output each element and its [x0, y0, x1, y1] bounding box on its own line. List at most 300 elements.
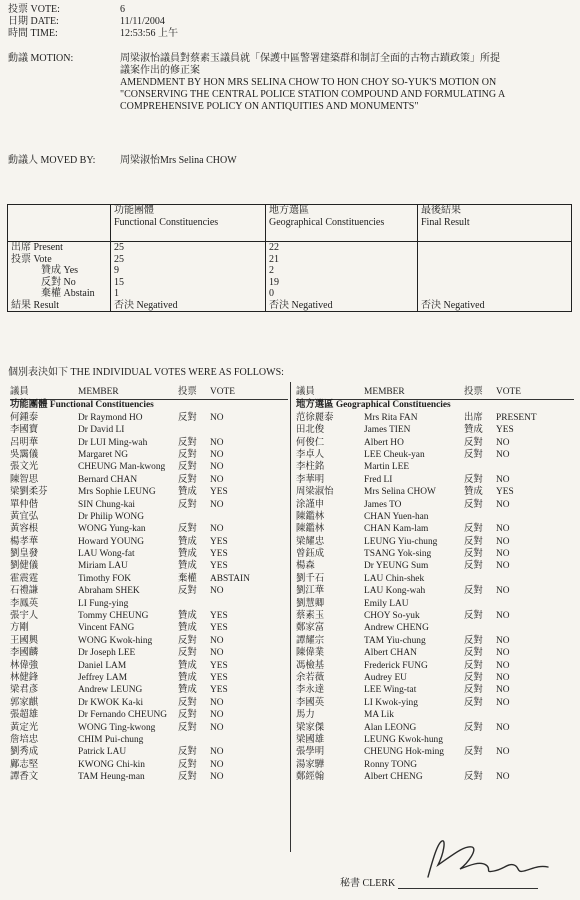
- vote-zh: 反對: [464, 648, 483, 659]
- vote-zh: 反對: [178, 449, 197, 460]
- member-name-zh: 張宇人: [10, 611, 39, 622]
- vote-en: NO: [210, 747, 224, 758]
- member-name-en: Jeffrey LAM: [78, 672, 128, 683]
- gc-member-row: [296, 623, 574, 635]
- vote-zh: 反對: [178, 697, 197, 708]
- fc-member-row: [10, 549, 288, 561]
- member-name-en: Dr LUI Ming-wah: [78, 437, 148, 448]
- fc-member-row: [10, 586, 288, 598]
- gc-member-row: [296, 760, 574, 772]
- member-name-en: Patrick LAU: [78, 747, 127, 758]
- motion-line: 議案作出的修正案: [120, 65, 200, 76]
- gc-values: [266, 242, 418, 312]
- member-name-zh: 黃定光: [10, 722, 39, 733]
- member-name-zh: 梁國雄: [296, 734, 325, 745]
- vote-zh: 反對: [178, 437, 197, 448]
- gc-member-row: [296, 636, 574, 648]
- row-label-abstain: 棄權 Abstain: [41, 288, 95, 299]
- gc-member-row: [296, 747, 574, 759]
- gc-member-row: [296, 524, 574, 536]
- vote-en: NO: [210, 722, 224, 733]
- vote-zh: 反對: [464, 561, 483, 572]
- member-name-zh: 涂謹申: [296, 499, 325, 510]
- vote-en: YES: [496, 487, 514, 498]
- fc-member-row: [10, 537, 288, 549]
- member-name-en: LEUNG Kwok-hung: [364, 734, 443, 745]
- fc-header-zh: 功能團體: [114, 205, 154, 216]
- final-result: 否決 Negatived: [421, 299, 485, 311]
- clerk-signature-line: [398, 888, 538, 889]
- vote-en: NO: [210, 697, 224, 708]
- vote-zh: 贊成: [178, 672, 197, 683]
- member-name-zh: 郭家麒: [10, 697, 39, 708]
- fc-member-row: [10, 574, 288, 586]
- vote-en: NO: [496, 722, 510, 733]
- member-name-en: Vincent FANG: [78, 623, 135, 634]
- header-member-zh: 議員: [296, 387, 315, 397]
- mover-value: 周梁淑怡Mrs Selina CHOW: [120, 155, 237, 166]
- member-name-zh: 何俊仁: [296, 437, 325, 448]
- member-name-en: LAU Wong-fat: [78, 549, 135, 560]
- member-name-en: Dr Raymond HO: [78, 412, 143, 423]
- vote-zh: 反對: [464, 449, 483, 460]
- member-name-zh: 詹培忠: [10, 734, 39, 745]
- member-name-zh: 林偉強: [10, 660, 39, 671]
- vote-en: NO: [210, 586, 224, 597]
- member-name-zh: 梁劉柔芬: [10, 487, 48, 498]
- vote-en: ABSTAIN: [210, 573, 250, 584]
- vote-en: NO: [210, 635, 224, 646]
- fc-yes: 9: [114, 265, 119, 276]
- member-name-zh: 石禮謙: [10, 586, 39, 597]
- member-name-zh: 黃宜弘: [10, 511, 39, 522]
- gc-member-row: [296, 462, 574, 474]
- member-name-en: Margaret NG: [78, 449, 129, 460]
- gc-member-row: [296, 512, 574, 524]
- gc-member-row: [296, 586, 574, 598]
- final-column-header: [418, 205, 572, 242]
- motion-text: [120, 53, 570, 113]
- fc-abstain: 1: [114, 288, 119, 299]
- member-name-en: Mrs Sophie LEUNG: [78, 487, 156, 498]
- vote-en: NO: [496, 635, 510, 646]
- member-name-en: Dr KWOK Ka-ki: [78, 697, 144, 708]
- fc-member-row: [10, 772, 288, 784]
- gc-abstain: 0: [269, 288, 274, 299]
- vote-en: NO: [210, 759, 224, 770]
- member-name-zh: 余若薇: [296, 672, 325, 683]
- gc-member-row: [296, 772, 574, 784]
- vote-en: NO: [496, 586, 510, 597]
- final-header-zh: 最後結果: [421, 205, 461, 216]
- vote-zh: 棄權: [178, 573, 197, 584]
- member-name-en: Frederick FUNG: [364, 660, 428, 671]
- member-name-en: MA Lik: [364, 710, 394, 721]
- member-name-en: Dr Joseph LEE: [78, 648, 136, 659]
- date-label: 日期 DATE:: [8, 16, 59, 27]
- vote-zh: 反對: [464, 549, 483, 560]
- member-name-en: Dr Fernando CHEUNG: [78, 710, 168, 721]
- vote-en: NO: [496, 474, 510, 485]
- member-name-en: Bernard CHAN: [78, 474, 138, 485]
- row-label-result: 結果 Result: [11, 299, 60, 311]
- fc-member-row: [10, 723, 288, 735]
- motion-line: "CONSERVING THE CENTRAL POLICE STATION COMPOUND AND FORMULATING A: [120, 89, 506, 100]
- fc-member-row: [10, 475, 288, 487]
- header-vote-zh: 投票: [464, 387, 483, 397]
- vote-zh: 贊成: [464, 487, 483, 498]
- vote-en: YES: [210, 685, 228, 696]
- member-name-zh: 張學明: [296, 747, 325, 758]
- vote-zh: 反對: [464, 660, 483, 671]
- member-name-zh: 李國麟: [10, 648, 39, 659]
- vote-zh: 出席: [464, 412, 483, 423]
- mover-label: 動議人 MOVED BY:: [8, 155, 96, 166]
- fc-member-row: [10, 599, 288, 611]
- header-member-zh: 議員: [10, 387, 29, 397]
- member-name-zh: 陳偉業: [296, 648, 325, 659]
- gc-no: 19: [269, 276, 279, 288]
- vote-zh: 反對: [464, 672, 483, 683]
- gc-member-row: [296, 710, 574, 722]
- member-name-en: Audrey EU: [364, 672, 407, 683]
- vote-zh: 反對: [464, 685, 483, 696]
- vote-en: NO: [210, 412, 224, 423]
- vote-zh: 反對: [178, 710, 197, 721]
- member-name-zh: 梁耀忠: [296, 536, 325, 547]
- member-name-en: Albert CHENG: [364, 772, 423, 783]
- vote-zh: 反對: [178, 462, 197, 473]
- member-name-zh: 李永達: [296, 685, 325, 696]
- vote-zh: 反對: [464, 772, 483, 783]
- fc-member-row: [10, 462, 288, 474]
- member-name-en: Mrs Rita FAN: [364, 412, 418, 423]
- vote-en: PRESENT: [496, 412, 537, 423]
- vote-zh: 反對: [178, 722, 197, 733]
- vote-zh: 反對: [178, 524, 197, 535]
- fc-header-en: Functional Constituencies: [114, 216, 219, 228]
- gc-present: 22: [269, 242, 279, 253]
- fc-member-row: [10, 611, 288, 623]
- vote-zh: 贊成: [178, 660, 197, 671]
- member-name-zh: 吳靄儀: [10, 449, 39, 460]
- member-name-en: CHEUNG Hok-ming: [364, 747, 444, 758]
- gc-member-row: [296, 549, 574, 561]
- gc-member-row: [296, 685, 574, 697]
- vote-zh: 反對: [178, 474, 197, 485]
- member-name-en: TAM Yiu-chung: [364, 635, 426, 646]
- member-name-zh: 呂明華: [10, 437, 39, 448]
- member-name-en: Miriam LAU: [78, 561, 128, 572]
- member-name-zh: 譚耀宗: [296, 635, 325, 646]
- member-name-zh: 李柱銘: [296, 462, 325, 473]
- member-name-en: CHAN Kam-lam: [364, 524, 429, 535]
- vote-en: NO: [210, 772, 224, 783]
- fc-vote-list: [10, 387, 288, 785]
- member-name-zh: 林健鋒: [10, 672, 39, 683]
- fc-member-row: [10, 685, 288, 697]
- vote-en: NO: [496, 437, 510, 448]
- member-name-en: Abraham SHEK: [78, 586, 140, 597]
- vote-zh: 贊成: [178, 549, 197, 560]
- fc-present: 25: [114, 242, 124, 253]
- member-name-en: LAU Kong-wah: [364, 586, 426, 597]
- gc-member-row: [296, 673, 574, 685]
- member-name-en: Tommy CHEUNG: [78, 611, 149, 622]
- member-name-zh: 湯家驊: [296, 759, 325, 770]
- member-name-en: WONG Ting-kwong: [78, 722, 156, 733]
- vote-zh: 贊成: [464, 425, 483, 436]
- member-name-en: CHEUNG Man-kwong: [78, 462, 166, 473]
- member-name-en: Dr Philip WONG: [78, 511, 144, 522]
- fc-member-row: [10, 450, 288, 462]
- vote-zh: 反對: [178, 747, 197, 758]
- vote-zh: 贊成: [178, 536, 197, 547]
- vote-en: NO: [210, 524, 224, 535]
- member-name-en: LEE Cheuk-yan: [364, 449, 425, 460]
- member-name-zh: 霍震霆: [10, 573, 39, 584]
- member-name-zh: 譚香文: [10, 772, 39, 783]
- member-name-en: CHOY So-yuk: [364, 611, 420, 622]
- member-name-en: LEUNG Yiu-chung: [364, 536, 438, 547]
- time-label: 時間 TIME:: [8, 28, 58, 39]
- vote-zh: 反對: [464, 524, 483, 535]
- clerk-signature: [420, 835, 570, 885]
- vote-zh: 反對: [178, 648, 197, 659]
- result-row-labels: [8, 242, 111, 312]
- vote-zh: 反對: [464, 722, 483, 733]
- fc-member-row: [10, 561, 288, 573]
- member-name-zh: 梁君彥: [10, 685, 39, 696]
- vote-en: YES: [210, 611, 228, 622]
- vote-en: NO: [496, 611, 510, 622]
- member-name-zh: 何鍾泰: [10, 412, 39, 423]
- member-name-en: James TIEN: [364, 425, 411, 436]
- member-name-en: James TO: [364, 499, 402, 510]
- member-name-zh: 劉皇發: [10, 549, 39, 560]
- gc-member-row: [296, 599, 574, 611]
- member-name-zh: 曾鈺成: [296, 549, 325, 560]
- vote-zh: 贊成: [178, 487, 197, 498]
- gc-vote-list: [296, 387, 574, 785]
- fc-member-row: [10, 438, 288, 450]
- vote-zh: 反對: [464, 437, 483, 448]
- member-name-en: CHIM Pui-chung: [78, 734, 144, 745]
- member-name-zh: 王國興: [10, 635, 39, 646]
- vote-label: 投票 VOTE:: [8, 4, 60, 15]
- vote-en: YES: [210, 561, 228, 572]
- time-value: 12:53:56 上午: [120, 28, 179, 39]
- vote-en: NO: [496, 747, 510, 758]
- member-name-en: Andrew LEUNG: [78, 685, 143, 696]
- member-name-zh: 李國寶: [10, 425, 39, 436]
- member-name-zh: 黃容根: [10, 524, 39, 535]
- member-name-zh: 蔡素玉: [296, 611, 325, 622]
- vote-zh: 反對: [178, 759, 197, 770]
- fc-member-row: [10, 698, 288, 710]
- member-name-en: Albert CHAN: [364, 648, 417, 659]
- vote-zh: 贊成: [178, 623, 197, 634]
- vote-en: YES: [210, 660, 228, 671]
- fc-vote: 25: [114, 253, 124, 265]
- vote-zh: 反對: [178, 772, 197, 783]
- final-header-en: Final Result: [421, 216, 470, 228]
- motion-line: COMPREHENSIVE POLICY ON ANTIQUITIES AND MONUMENTS": [120, 101, 419, 112]
- member-name-en: Dr David LI: [78, 425, 125, 436]
- vote-zh: 反對: [464, 697, 483, 708]
- member-name-en: Martin LEE: [364, 462, 410, 473]
- fc-member-row: [10, 747, 288, 759]
- vote-en: YES: [210, 549, 228, 560]
- gc-member-row: [296, 561, 574, 573]
- vote-en: YES: [210, 536, 228, 547]
- member-name-zh: 張文光: [10, 462, 39, 473]
- member-name-en: LAU Chin-shek: [364, 573, 425, 584]
- motion-line: AMENDMENT BY HON MRS SELINA CHOW TO HON CHOY SO-YUK'S MOTION ON: [120, 77, 497, 88]
- vote-zh: 反對: [178, 635, 197, 646]
- gc-member-row: [296, 425, 574, 437]
- fc-section-title: 功能團體 Functional Constituencies: [10, 400, 154, 411]
- motion-line: 周梁淑怡議員對蔡素玉議員就「保護中區警署建築群和制訂全面的古物古蹟政策」所提: [120, 53, 500, 64]
- row-label-yes: 贊成 Yes: [41, 265, 79, 276]
- vote-en: NO: [210, 710, 224, 721]
- vote-zh: 反對: [464, 611, 483, 622]
- final-values: [418, 242, 572, 312]
- member-name-zh: 方剛: [10, 623, 29, 634]
- header-vote-en: VOTE: [496, 387, 521, 397]
- vote-en: NO: [496, 697, 510, 708]
- gc-member-row: [296, 723, 574, 735]
- header-vote-zh: 投票: [178, 387, 197, 397]
- gc-member-row: [296, 661, 574, 673]
- member-name-en: Emily LAU: [364, 598, 409, 609]
- member-name-en: Andrew CHENG: [364, 623, 429, 634]
- member-name-zh: 楊森: [296, 561, 315, 572]
- member-name-zh: 鄭家富: [296, 623, 325, 634]
- gc-member-row: [296, 611, 574, 623]
- header-member-en: MEMBER: [364, 387, 405, 397]
- vote-en: NO: [210, 462, 224, 473]
- gc-member-row: [296, 487, 574, 499]
- fc-member-row: [10, 623, 288, 635]
- member-name-zh: 劉江華: [296, 586, 325, 597]
- gc-member-row: [296, 450, 574, 462]
- member-name-en: Mrs Selina CHOW: [364, 487, 436, 498]
- result-corner-cell: [8, 205, 111, 242]
- gc-member-row: [296, 537, 574, 549]
- vote-zh: 反對: [464, 586, 483, 597]
- vote-en: NO: [496, 648, 510, 659]
- fc-member-row: [10, 760, 288, 772]
- row-label-vote: 投票 Vote: [11, 253, 52, 265]
- member-name-zh: 劉慧卿: [296, 598, 325, 609]
- vote-en: YES: [496, 425, 514, 436]
- vote-en: YES: [210, 623, 228, 634]
- gc-vote: 21: [269, 253, 279, 265]
- member-name-zh: 李卓人: [296, 449, 325, 460]
- vote-zh: 贊成: [178, 685, 197, 696]
- fc-member-row: [10, 524, 288, 536]
- fc-member-row: [10, 710, 288, 722]
- fc-member-row: [10, 648, 288, 660]
- vote-en: NO: [496, 660, 510, 671]
- vote-en: NO: [496, 561, 510, 572]
- gc-section-title: 地方選區 Geographical Constituencies: [296, 400, 451, 411]
- gc-member-row: [296, 438, 574, 450]
- member-name-en: CHAN Yuen-han: [364, 511, 429, 522]
- vote-zh: 反對: [464, 499, 483, 510]
- member-name-en: Ronny TONG: [364, 759, 418, 770]
- fc-member-row: [10, 636, 288, 648]
- member-name-en: Howard YOUNG: [78, 536, 145, 547]
- result-body-row: [8, 242, 572, 312]
- member-name-en: LEE Wing-tat: [364, 685, 417, 696]
- vote-en: NO: [496, 449, 510, 460]
- member-name-en: Daniel LAM: [78, 660, 127, 671]
- row-label-no: 反對 No: [41, 276, 76, 288]
- gc-column-header: [266, 205, 418, 242]
- vote-en: NO: [496, 536, 510, 547]
- fc-member-row: [10, 487, 288, 499]
- fc-member-row: [10, 500, 288, 512]
- member-name-en: SIN Chung-kai: [78, 499, 136, 510]
- member-name-en: LI Fung-ying: [78, 598, 129, 609]
- member-name-zh: 劉健儀: [10, 561, 39, 572]
- fc-member-row: [10, 413, 288, 425]
- list-header: [296, 387, 574, 400]
- member-name-zh: 李華明: [296, 474, 325, 485]
- vote-zh: 反對: [178, 499, 197, 510]
- vote-en: NO: [496, 549, 510, 560]
- vote-en: NO: [210, 437, 224, 448]
- vote-en: NO: [496, 524, 510, 535]
- member-name-en: KWONG Chi-kin: [78, 759, 145, 770]
- vote-en: YES: [210, 487, 228, 498]
- member-name-zh: 鄺志堅: [10, 759, 39, 770]
- fc-member-row: [10, 673, 288, 685]
- vote-zh: 反對: [178, 412, 197, 423]
- clerk-label: 秘書 CLERK: [340, 878, 396, 889]
- member-name-zh: 陳鑑林: [296, 511, 325, 522]
- member-name-zh: 劉千石: [296, 573, 325, 584]
- result-table: [7, 204, 572, 312]
- member-name-zh: 周梁淑怡: [296, 487, 334, 498]
- vote-en: NO: [496, 672, 510, 683]
- fc-member-row: [10, 735, 288, 747]
- member-name-en: WONG Kwok-hing: [78, 635, 153, 646]
- vote-en: NO: [210, 474, 224, 485]
- header-vote-en: VOTE: [210, 387, 235, 397]
- date-value: 11/11/2004: [120, 16, 165, 27]
- list-header: [10, 387, 288, 400]
- motion-label: 動議 MOTION:: [8, 53, 74, 64]
- gc-result: 否決 Negatived: [269, 299, 333, 311]
- result-header-row: [8, 205, 572, 242]
- member-name-zh: 陳鑑林: [296, 524, 325, 535]
- member-name-zh: 范徐麗泰: [296, 412, 334, 423]
- fc-values: [111, 242, 266, 312]
- vote-en: NO: [210, 648, 224, 659]
- member-name-en: TAM Heung-man: [78, 772, 145, 783]
- member-name-zh: 李國英: [296, 697, 325, 708]
- member-name-zh: 田北俊: [296, 425, 325, 436]
- fc-member-row: [10, 512, 288, 524]
- member-name-zh: 鄭經翰: [296, 772, 325, 783]
- vote-en: YES: [210, 672, 228, 683]
- vote-zh: 反對: [464, 747, 483, 758]
- vote-number: 6: [120, 4, 125, 15]
- vote-zh: 反對: [464, 474, 483, 485]
